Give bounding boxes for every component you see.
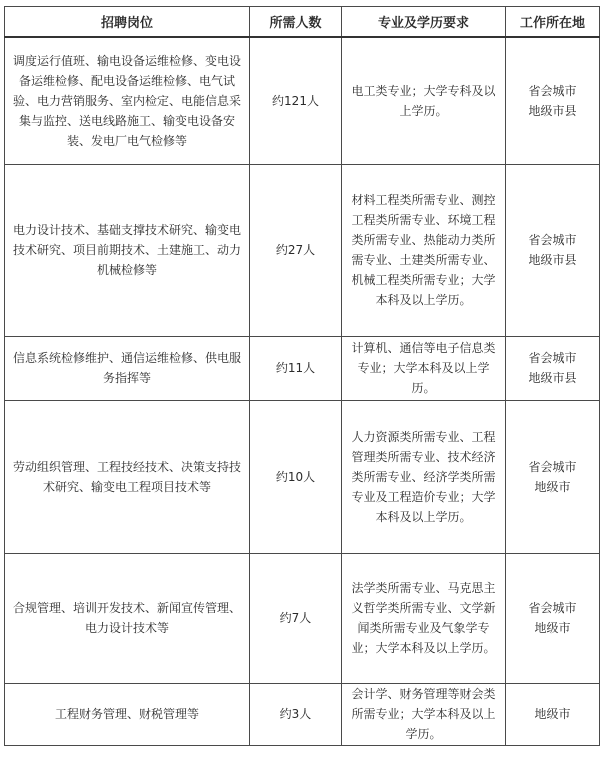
cell-count: 约27人: [250, 164, 342, 336]
cell-location: 省会城市地级市县: [506, 336, 600, 400]
header-count: 所需人数: [250, 7, 342, 38]
recruitment-table-container: [4, 6, 599, 746]
cell-position: 调度运行值班、输电设备运维检修、变电设备运维检修、配电设备运维检修、电气试验、电力营销服务、室内检定、电能信息采集与监控、送电线路施工、输变电设备安装、发电厂电气检修等: [5, 37, 250, 164]
cell-count: 约10人: [250, 400, 342, 553]
cell-position: 信息系统检修维护、通信运维检修、供电服务指挥等: [5, 336, 250, 400]
cell-requirements: 材料工程类所需专业、测控工程类所需专业、环境工程类所需专业、热能动力类所需专业、土建类所需专业、机械工程类所需专业；大学本科及以上学历。: [342, 164, 506, 336]
cell-count: 约7人: [250, 553, 342, 683]
cell-position: 电力设计技术、基础支撑技术研究、输变电技术研究、项目前期技术、土建施工、动力机械检修等: [5, 164, 250, 336]
table-row: [5, 164, 600, 336]
cell-location: 省会城市地级市县: [506, 37, 600, 164]
table-header-row: [5, 7, 600, 38]
cell-location: 省会城市地级市: [506, 553, 600, 683]
table-row: [5, 553, 600, 683]
cell-position: 合规管理、培训开发技术、新闻宣传管理、电力设计技术等: [5, 553, 250, 683]
cell-position: 劳动组织管理、工程技经技术、决策支持技术研究、输变电工程项目技术等: [5, 400, 250, 553]
table-row: [5, 400, 600, 553]
cell-requirements: 法学类所需专业、马克思主义哲学类所需专业、文学新闻类所需专业及气象学专业；大学本科及以上学历。: [342, 553, 506, 683]
table-row: [5, 336, 600, 400]
cell-requirements: 电工类专业；大学专科及以上学历。: [342, 37, 506, 164]
header-requirements: 专业及学历要求: [342, 7, 506, 38]
cell-requirements: 会计学、财务管理等财会类所需专业；大学本科及以上学历。: [342, 683, 506, 745]
table-row: [5, 37, 600, 164]
cell-position: 工程财务管理、财税管理等: [5, 683, 250, 745]
cell-requirements: 人力资源类所需专业、工程管理类所需专业、技术经济类所需专业、经济学类所需专业及工程造价专业；大学本科及以上学历。: [342, 400, 506, 553]
cell-count: 约121人: [250, 37, 342, 164]
recruitment-table: [4, 6, 600, 746]
table-row: [5, 683, 600, 745]
cell-requirements: 计算机、通信等电子信息类专业；大学本科及以上学历。: [342, 336, 506, 400]
header-position: 招聘岗位: [5, 7, 250, 38]
cell-count: 约3人: [250, 683, 342, 745]
cell-count: 约11人: [250, 336, 342, 400]
cell-location: 省会城市地级市县: [506, 164, 600, 336]
cell-location: 省会城市地级市: [506, 400, 600, 553]
header-location: 工作所在地: [506, 7, 600, 38]
cell-location: 地级市: [506, 683, 600, 745]
